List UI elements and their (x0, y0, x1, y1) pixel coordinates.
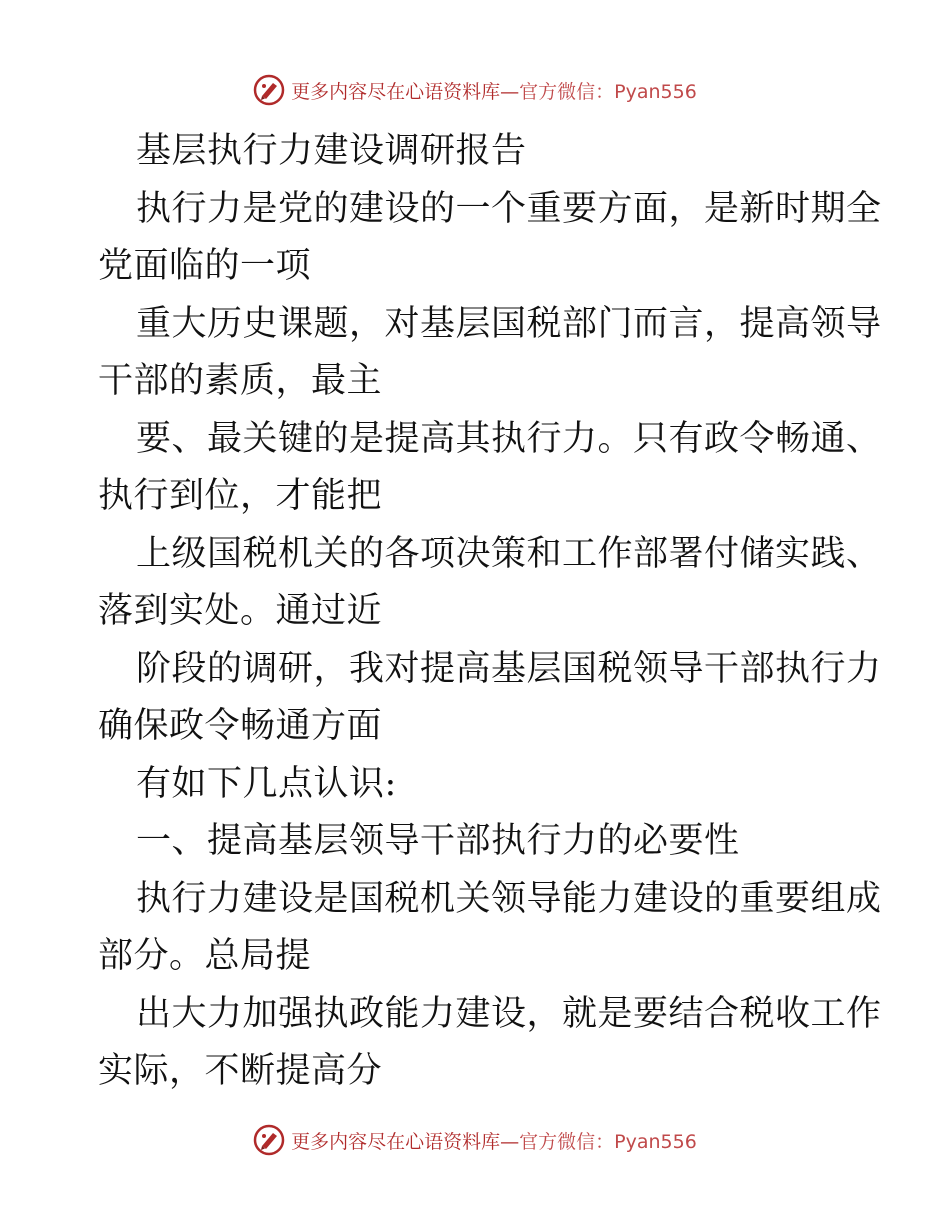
text-line: 实际，不断提高分 (98, 1051, 383, 1091)
text-line: 执行力是党的建设的一个重要方面，是新时期全 (136, 188, 882, 229)
text-line: 要、最关键的是提高其执行力。只有政令畅通、 (136, 418, 882, 459)
text-line: 执行力建设是国税机关领导能力建设的重要组成 (136, 878, 882, 919)
watermark-text: 更多内容尽在心语资料库—官方微信：Pyan556 (291, 80, 697, 103)
text-line: 出大力加强执政能力建设，就是要结合税收工作 (136, 993, 882, 1034)
pen-logo-icon (253, 1124, 285, 1156)
header-watermark (0, 70, 950, 110)
text-line: 执行到位，才能把 (98, 476, 383, 516)
pen-logo-icon (253, 74, 285, 106)
text-line: 有如下几点认识: (136, 763, 397, 804)
document-title: 基层执行力建设调研报告 (136, 131, 527, 171)
text-line: 确保政令畅通方面 (98, 706, 383, 746)
text-line: 阶段的调研，我对提高基层国税领导干部执行力 (136, 648, 882, 689)
watermark-text: 更多内容尽在心语资料库—官方微信：Pyan556 (291, 1130, 697, 1153)
text-line: 上级国税机关的各项决策和工作部署付储实践、 (136, 533, 882, 574)
section-heading: 一、提高基层领导干部执行力的必要性 (136, 821, 740, 861)
text-line: 落到实处。通过近 (98, 591, 383, 631)
document-body (98, 123, 882, 1101)
footer-watermark (0, 1120, 950, 1160)
text-line: 党面临的一项 (98, 246, 312, 286)
text-line: 重大历史课题，对基层国税部门而言，提高领导 (136, 303, 882, 344)
text-line: 部分。总局提 (98, 936, 312, 976)
text-line: 干部的素质，最主 (98, 361, 383, 401)
